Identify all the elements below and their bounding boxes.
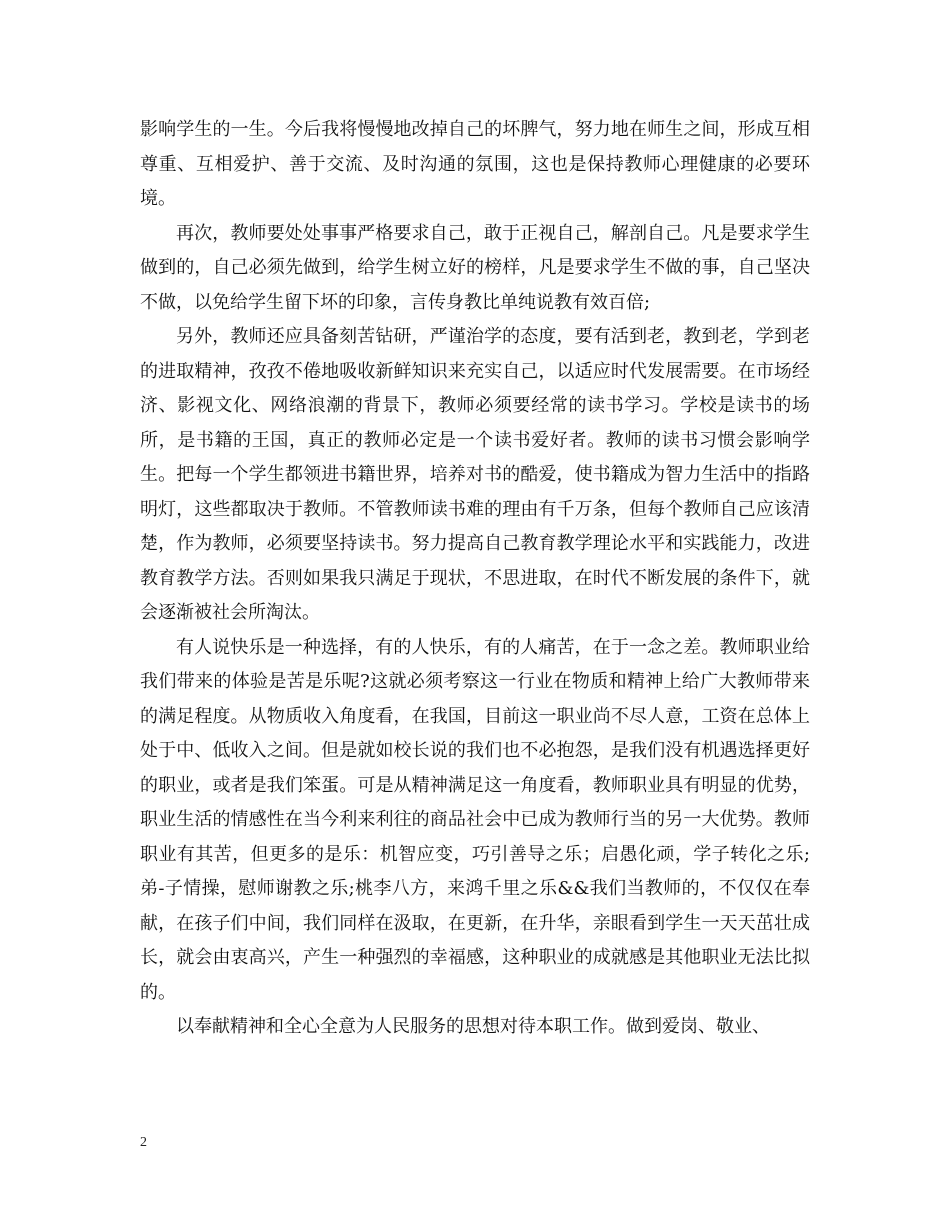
body-text [140,113,810,1045]
paragraph-4: 有人说快乐是一种选择，有的人快乐，有的人痛苦，在于一念之差。教师职业给我们带来的体验是苦是乐呢?这就必须考察这一行业在物质和精神上给广大教师带来的满足程度。从物质收入角度看，在我国，目前这一职业尚不尽人意，工资在总体上处于中、低收入之间。但是就如校长说的我们也不必抱怨，是我们没有机遇选择更好的职业，或者是我们笨蛋。可是从精神满足这一角度看，教师职业具有明显的优势，职业生活的情感性在当今利来利往的商品社会中已成为教师行当的另一大优势。教师职业有其苦，但更多的是乐：机智应变，巧引善导之乐；启愚化顽，学子转化之乐;弟-子情操，慰师谢教之乐;桃李八方，来鸿千里之乐&&我们当教师的，不仅仅在奉献，在孩子们中间，我们同样在汲取，在更新，在升华，亲眼看到学生一天天茁壮成长，就会由衷高兴，产生一种强烈的幸福感，这种职业的成就感是其他职业无法比拟的。 [140,636,810,1003]
paragraph-3: 另外，教师还应具备刻苦钻研，严谨治学的态度，要有活到老，教到老，学到老的进取精神，孜孜不倦地吸收新鲜知识来充实自己，以适应时代发展需要。在市场经济、影视文化、网络浪潮的背景下，教师必须要经常的读书学习。学校是读书的场所，是书籍的王国，真正的教师必定是一个读书爱好者。教师的读书习惯会影响学生。把每一个学生都领进书籍世界，培养对书的酷爱，使书籍成为智力生活中的指路明灯，这些都取决于教师。不管教师读书难的理由有千万条，但每个教师自己应该清楚，作为教师，必须要坚持读书。努力提高自己教育教学理论水平和实践能力，改进教育教学方法。否则如果我只满足于现状，不思进取，在时代不断发展的条件下，就会逐渐被社会所淘汰。 [140,326,810,623]
paragraph-2: 再次，教师要处处事事严格要求自己，敢于正视自己，解剖自己。凡是要求学生做到的，自己必须先做到，给学生树立好的榜样，凡是要求学生不做的事，自己坚决不做，以免给学生留下坏的印象，言传身教比单纯说教有效百倍; [140,222,810,313]
paragraph-5: 以奉献精神和全心全意为人民服务的思想对待本职工作。做到爱岗、敬业、 [176,1016,770,1037]
page-number: 2 [140,1135,147,1150]
paragraph-1: 影响学生的一生。今后我将慢慢地改掉自己的坏脾气，努力地在师生之间，形成互相尊重、互相爱护、善于交流、及时沟通的氛围，这也是保持教师心理健康的必要环境。 [140,119,810,209]
